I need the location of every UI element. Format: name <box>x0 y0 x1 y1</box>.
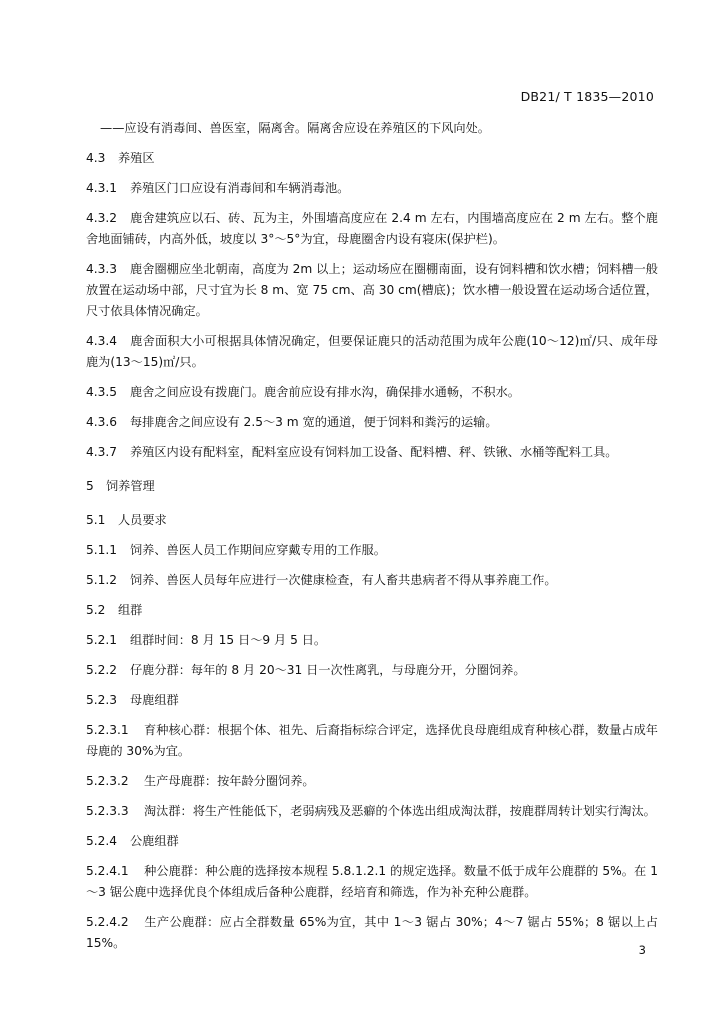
clause-paragraph <box>86 690 658 711</box>
clause-text: 种公鹿群：种公鹿的选择按本规程 5.8.1.2.1 的规定选择。数量不低于成年公鹿群的 5%。在 1～3 锯公鹿中选择优良个体组成后备种公鹿群，经培育和筛选，作为补充种公鹿群。 <box>86 864 658 899</box>
clause-text: 鹿舍建筑应以石、砖、瓦为主，外围墙高度应在 2.4 m 左右，内围墙高度应在 2 m 左右。整个鹿舍地面铺砖，内高外低，坡度以 3°～5°为宜，母鹿圈舍内设有寝床(保护栏)。 <box>86 211 658 246</box>
clause-paragraph <box>86 412 658 433</box>
clause-paragraph <box>86 570 658 591</box>
section-heading <box>86 148 658 169</box>
paragraph-dash-item <box>86 118 658 139</box>
standard-code-header: DB21/ T 1835—2010 <box>520 89 654 104</box>
clause-paragraph <box>86 178 658 199</box>
section-number: 5.2 <box>86 603 106 617</box>
clause-text: 淘汰群：将生产性能低下，老弱病残及恶癖的个体选出组成淘汰群，按鹿群周转计划实行淘汰。 <box>144 804 656 818</box>
section-number: 5.1 <box>86 513 106 527</box>
clause-text: 母鹿组群 <box>130 693 179 707</box>
section-number: 4.3 <box>86 151 106 165</box>
clause-number: 4.3.2 <box>86 211 118 225</box>
clause-text: 生产公鹿群：应占全群数量 65%为宜，其中 1～3 锯占 30%；4～7 锯占 55%；8 锯以上占 15%。 <box>86 915 658 950</box>
section-title: 组群 <box>118 603 143 617</box>
document-body <box>86 118 658 963</box>
subclause-paragraph <box>86 771 658 792</box>
clause-number: 5.2.4.2 <box>86 915 129 929</box>
chapter-heading <box>86 476 658 497</box>
clause-number: 4.3.3 <box>86 262 118 276</box>
subclause-paragraph <box>86 861 658 903</box>
clause-paragraph <box>86 331 658 373</box>
clause-text: 仔鹿分群：每年的 8 月 20～31 日一次性离乳，与母鹿分开，分圈饲养。 <box>130 663 526 677</box>
subclause-paragraph <box>86 801 658 822</box>
clause-paragraph <box>86 442 658 463</box>
clause-number: 5.2.3.3 <box>86 804 129 818</box>
clause-text: 饲养、兽医人员每年应进行一次健康检查，有人畜共患病者不得从事养鹿工作。 <box>130 573 557 587</box>
clause-number: 5.2.4.1 <box>86 864 129 878</box>
page-number: 3 <box>638 943 646 957</box>
clause-text: 生产母鹿群：按年龄分圈饲养。 <box>144 774 315 788</box>
section-title: 养殖区 <box>118 151 155 165</box>
paragraph-text: ——应设有消毒间、兽医室，隔离舍。隔离舍应设在养殖区的下风向处。 <box>100 121 490 135</box>
clause-text: 鹿舍之间应设有拨鹿门。鹿舍前应设有排水沟，确保排水通畅，不积水。 <box>130 385 520 399</box>
clause-text: 每排鹿舍之间应设有 2.5～3 m 宽的通道，便于饲料和粪污的运输。 <box>130 415 498 429</box>
clause-paragraph <box>86 831 658 852</box>
clause-text: 饲养、兽医人员工作期间应穿戴专用的工作服。 <box>130 543 386 557</box>
clause-number: 4.3.1 <box>86 181 118 195</box>
section-title: 人员要求 <box>118 513 167 527</box>
clause-number: 5.1.2 <box>86 573 118 587</box>
clause-paragraph <box>86 630 658 651</box>
clause-number: 5.2.3.1 <box>86 723 129 737</box>
clause-number: 5.1.1 <box>86 543 118 557</box>
clause-number: 5.2.3.2 <box>86 774 129 788</box>
clause-number: 4.3.5 <box>86 385 118 399</box>
subclause-paragraph <box>86 912 658 954</box>
clause-text: 育种核心群：根据个体、祖先、后裔指标综合评定，选择优良母鹿组成育种核心群，数量占成年母鹿的 30%为宜。 <box>86 723 658 758</box>
clause-text: 公鹿组群 <box>130 834 179 848</box>
clause-paragraph <box>86 382 658 403</box>
clause-number: 4.3.4 <box>86 334 118 348</box>
clause-paragraph <box>86 259 658 322</box>
section-heading <box>86 510 658 531</box>
clause-paragraph <box>86 208 658 250</box>
clause-text: 组群时间：8 月 15 日～9 月 5 日。 <box>130 633 327 647</box>
clause-number: 5.2.1 <box>86 633 118 647</box>
clause-text: 鹿舍面积大小可根据具体情况确定，但要保证鹿只的活动范围为成年公鹿(10～12)㎡/只、成年母鹿为(13～15)㎡/只。 <box>86 334 658 369</box>
clause-text: 鹿舍圈棚应坐北朝南，高度为 2m 以上；运动场应在圈棚南面，设有饲料槽和饮水槽；饲料槽一般放置在运动场中部，尺寸宜为长 8 m、宽 75 cm、高 30 cm(槽底)；饮水槽一般设置在运动场合适位置，尺寸依具体情况确定。 <box>86 262 658 318</box>
clause-paragraph <box>86 540 658 561</box>
clause-paragraph <box>86 660 658 681</box>
clause-text: 养殖区内设有配料室，配料室应设有饲料加工设备、配料槽、秤、铁锹、水桶等配料工具。 <box>130 445 618 459</box>
clause-number: 4.3.6 <box>86 415 118 429</box>
section-heading <box>86 600 658 621</box>
clause-number: 5.2.2 <box>86 663 118 677</box>
clause-number: 5.2.4 <box>86 834 118 848</box>
subclause-paragraph <box>86 720 658 762</box>
chapter-number: 5 <box>86 479 94 493</box>
chapter-title: 饲养管理 <box>106 479 155 493</box>
clause-number: 5.2.3 <box>86 693 118 707</box>
clause-text: 养殖区门口应设有消毒间和车辆消毒池。 <box>130 181 350 195</box>
clause-number: 4.3.7 <box>86 445 118 459</box>
